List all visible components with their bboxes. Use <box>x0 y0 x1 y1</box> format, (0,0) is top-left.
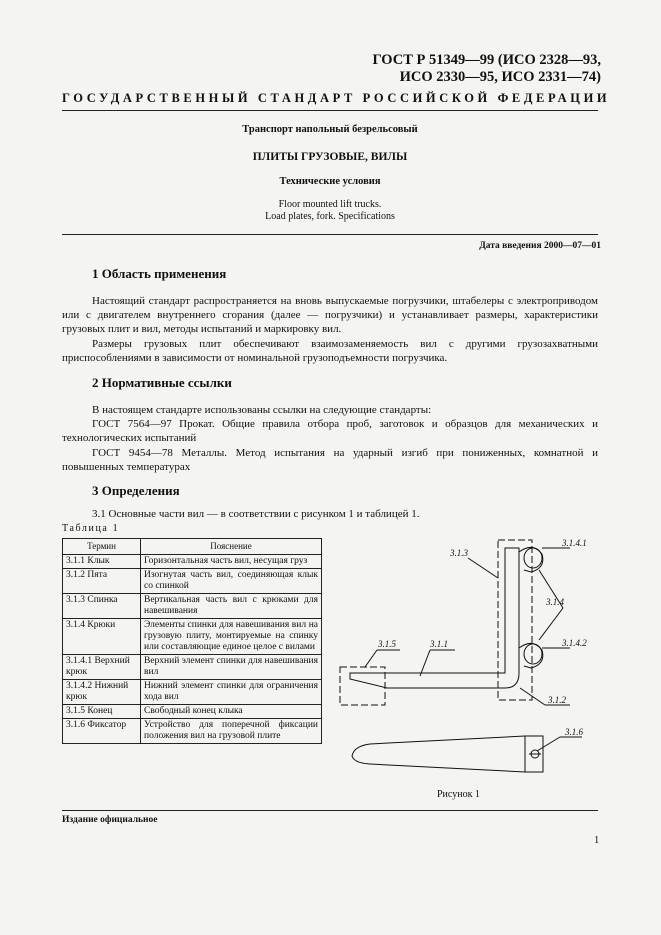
label-3-1-4-1: 3.1.4.1 <box>562 538 587 548</box>
description-cell: Горизонтальная часть вил, несущая груз <box>141 555 322 569</box>
label-3-1-6: 3.1.6 <box>565 727 583 737</box>
description-cell: Верхний элемент спинки для навешивания вил <box>141 655 322 680</box>
leader-line <box>537 737 560 751</box>
standard-number-line1: ГОСТ Р 51349—99 (ИСО 2328—93, <box>372 52 601 68</box>
lower-hook-circle <box>524 644 542 664</box>
label-3-1-4: 3.1.4 <box>546 597 564 607</box>
table-caption: Таблица 1 <box>62 523 120 534</box>
leader-line <box>539 608 563 640</box>
document-subtitle: Технические условия <box>279 176 381 187</box>
definitions-table <box>62 538 322 744</box>
description-cell: Вертикальная часть вил с крюками для навешивания <box>141 594 322 619</box>
description-cell: Изогнутая часть вил, соединяющая клык со спинкой <box>141 569 322 594</box>
label-3-1-4-2: 3.1.4.2 <box>562 638 587 648</box>
table-row <box>63 555 322 569</box>
table-header-description: Пояснение <box>141 539 322 555</box>
section-2-intro: В настоящем стандарте использованы ссылки на следующие стандарты: <box>92 404 432 416</box>
fork-plan-view <box>352 736 543 772</box>
section-2-reference-1: ГОСТ 7564—97 Прокат. Общие правила отбора проб, заготовок и образцов для механических и технологических испытаний <box>62 418 598 445</box>
table-header-term: Термин <box>63 539 141 555</box>
section-2-heading: 2 Нормативные ссылки <box>92 375 232 390</box>
section-1-paragraph-2: Размеры грузовых плит обеспечивают взаимозаменяемость вил с другими грузозахватными приспособлениями в зависимости от номинальной грузоподъемности погрузчика. <box>62 337 598 364</box>
description-cell: Нижний элемент спинки для ограничения хода вил <box>141 680 322 705</box>
description-cell: Устройство для поперечной фиксации положения вил на грузовой плите <box>141 719 322 744</box>
title-rule <box>62 234 598 235</box>
edition-rule <box>62 810 598 811</box>
document-title: ПЛИТЫ ГРУЗОВЫЕ, ВИЛЫ <box>252 151 408 163</box>
table-row <box>63 569 322 594</box>
table-row <box>63 705 322 719</box>
term-cell: 3.1.4 Крюки <box>63 619 141 655</box>
term-cell: 3.1.1 Клык <box>63 555 141 569</box>
header-rule <box>62 110 598 111</box>
leader-line <box>365 650 377 667</box>
page-number: 1 <box>594 835 600 846</box>
table-row <box>63 719 322 744</box>
label-3-1-5: 3.1.5 <box>378 639 396 649</box>
label-3-1-3: 3.1.3 <box>450 548 468 558</box>
section-3-body <box>62 507 598 521</box>
term-cell: 3.1.5 Конец <box>63 705 141 719</box>
term-cell: 3.1.4.2 Нижний крюк <box>63 680 141 705</box>
standard-number <box>372 52 601 86</box>
term-cell: 3.1.4.1 Верхний крюк <box>63 655 141 680</box>
section-2-body <box>62 403 598 474</box>
table-row <box>63 594 322 619</box>
table-row <box>63 680 322 705</box>
fork-diagram <box>330 530 610 790</box>
label-3-1-1: 3.1.1 <box>430 639 448 649</box>
section-3-heading: 3 Определения <box>92 483 180 498</box>
document-subject: Транспорт напольный безрельсовый <box>242 124 418 135</box>
section-1-body <box>62 294 598 365</box>
table-row <box>63 655 322 680</box>
leader-line <box>420 650 430 676</box>
term-cell: 3.1.2 Пята <box>63 569 141 594</box>
english-title-line1: Floor mounted lift trucks. <box>278 199 382 210</box>
section-1-heading: 1 Область применения <box>92 266 227 281</box>
description-cell: Элементы спинки для навешивания вил на грузовую плиту, монтируемые на спинку или составляющие единое целое с вилами <box>141 619 322 655</box>
section-3-paragraph: 3.1 Основные части вил — в соответствии с рисунком 1 и таблицей 1. <box>92 508 420 520</box>
standard-number-line2: ИСО 2330—95, ИСО 2331—74) <box>399 69 601 85</box>
state-standard-banner: ГОСУДАРСТВЕННЫЙ СТАНДАРТ РОССИЙСКОЙ ФЕДЕРАЦИИ <box>62 91 611 105</box>
label-3-1-2: 3.1.2 <box>548 695 566 705</box>
term-cell: 3.1.3 Спинка <box>63 594 141 619</box>
upper-hook-circle <box>524 548 542 568</box>
section-1-paragraph-1: Настоящий стандарт распространяется на вновь выпускаемые погрузчики, штабелеры с электроприводом или с двигателем внутреннего сгорания (далее — погрузчики) и устанавливает размеры, характеристики грузовых плит и вил, методы испытаний и маркировку вил. <box>62 295 598 336</box>
introduction-date: Дата введения 2000—07—01 <box>479 241 601 251</box>
english-title-line2: Load plates, fork. Specifications <box>265 211 395 222</box>
section-2-reference-2: ГОСТ 9454—78 Металлы. Метод испытания на ударный изгиб при пониженных, комнатной и повышенных температурах <box>62 446 598 473</box>
leader-line <box>468 558 498 578</box>
figure-caption: Рисунок 1 <box>437 789 480 800</box>
edition-label: Издание официальное <box>62 815 158 825</box>
term-cell: 3.1.6 Фиксатор <box>63 719 141 744</box>
description-cell: Свободный конец клыка <box>141 705 322 719</box>
table-row <box>63 619 322 655</box>
shank-outline <box>498 540 532 700</box>
